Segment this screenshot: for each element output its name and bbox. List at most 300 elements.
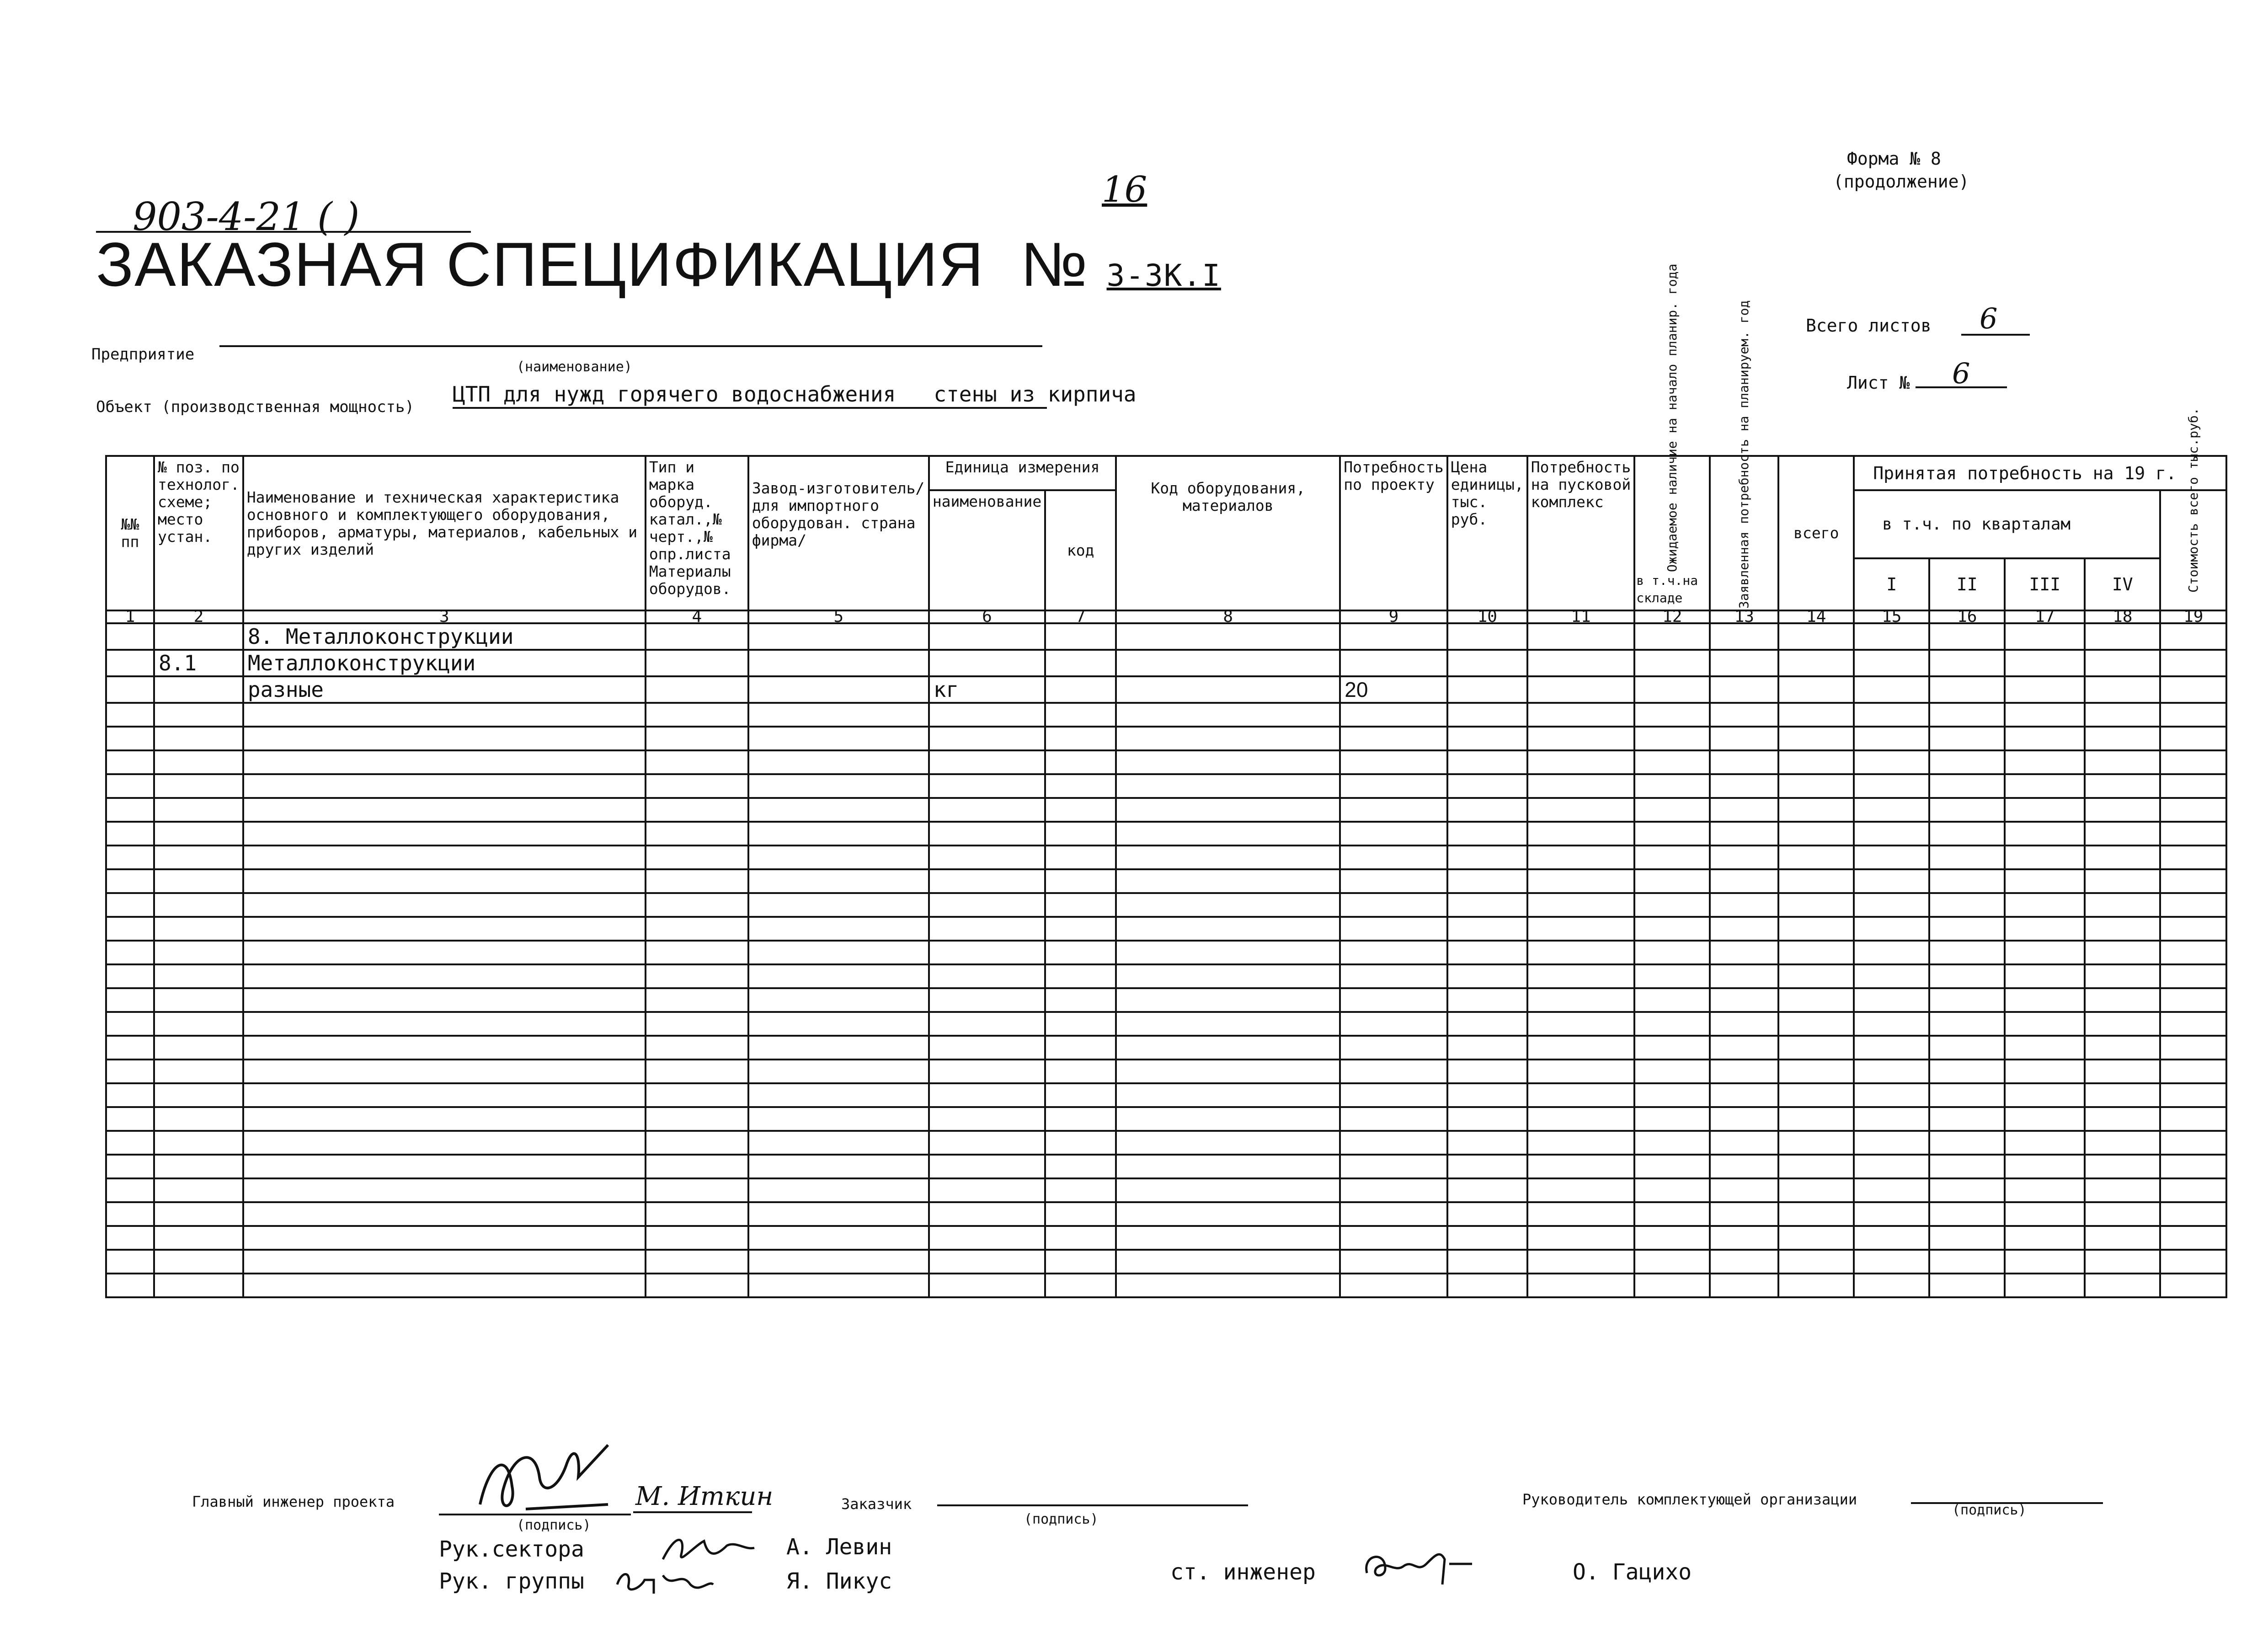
table-cell [106,846,154,869]
table-cell [1778,623,1854,650]
table-cell [106,893,154,917]
table-cell [2160,1060,2226,1083]
table-cell [1710,650,1778,676]
table-cell [1447,964,1527,988]
table-cell [1527,750,1635,774]
hdr-expected-text: Ожидаемое наличие на начало планир. года [1664,263,1680,572]
table-cell [2085,727,2160,750]
table-cell [154,1155,243,1178]
table-cell [1710,964,1778,988]
table-cell [2005,1107,2085,1131]
table-cell [646,917,748,941]
table-cell [243,1036,646,1060]
hdr-unit-code: код [1045,490,1116,610]
table-cell [1710,917,1778,941]
table-cell [1778,846,1854,869]
table-cell [1778,917,1854,941]
table-row [106,623,2226,650]
table-cell [1778,964,1854,988]
table-cell [106,623,154,650]
table-row [106,846,2226,869]
cell-pos [154,623,243,650]
table-cell [1929,727,2005,750]
hdr-accepted: Принятая потребность на 19 г. [1854,456,2226,490]
table-cell [1527,1226,1635,1250]
table-cell [929,941,1045,964]
table-cell [929,1250,1045,1274]
table-cell [1447,650,1527,676]
table-cell [106,941,154,964]
table-cell [2005,917,2085,941]
table-cell [1340,941,1447,964]
table-cell [154,727,243,750]
table-cell [1710,774,1778,798]
table-cell [646,1012,748,1036]
table-cell [2085,676,2160,703]
table-cell [1527,869,1635,893]
table-cell [1340,893,1447,917]
table-cell [1710,988,1778,1012]
table-cell [1778,1083,1854,1107]
table-cell [1778,988,1854,1012]
table-cell [1854,1012,1929,1036]
table-cell [1340,1274,1447,1297]
cell-name: Металлоконструкции [243,650,646,676]
table-cell [1116,1202,1340,1226]
table-cell [1710,1274,1778,1297]
table-cell [1340,1250,1447,1274]
number-sign: № [1020,230,1089,299]
table-cell [1045,917,1116,941]
table-cell [748,964,929,988]
table-cell [2005,1155,2085,1178]
table-cell [1045,1274,1116,1297]
table-cell [1340,798,1447,822]
table-cell [929,798,1045,822]
table-cell [106,1131,154,1155]
table-cell [1778,798,1854,822]
table-cell [1929,869,2005,893]
table-cell [2160,1155,2226,1178]
hdr-need: Потребность по проекту [1340,456,1447,610]
table-cell [1778,1060,1854,1083]
table-cell [1710,623,1778,650]
table-cell [1116,869,1340,893]
table-cell [2160,1083,2226,1107]
table-cell [243,1107,646,1131]
table-cell [929,917,1045,941]
table-cell [1116,727,1340,750]
table-cell [646,869,748,893]
table-cell [1340,1060,1447,1083]
table-cell [1929,798,2005,822]
table-cell [646,822,748,846]
table-cell [1929,703,2005,727]
table-cell [1447,988,1527,1012]
table-cell [646,1155,748,1178]
table-cell [106,1226,154,1250]
column-number: 4 [646,610,748,623]
table-cell [646,1107,748,1131]
hdr-cost-text: Стоимость всего тыс.руб. [2185,407,2201,593]
table-cell [1116,1060,1340,1083]
table-cell [2160,917,2226,941]
table-cell [929,893,1045,917]
table-cell [243,941,646,964]
table-cell [646,1274,748,1297]
table-cell [2005,1250,2085,1274]
table-cell [2160,846,2226,869]
table-cell [1116,774,1340,798]
table-cell [1045,1250,1116,1274]
table-cell [2005,1178,2085,1202]
table-cell [1710,750,1778,774]
table-cell [1929,1250,2005,1274]
table-cell [1116,650,1340,676]
group-head-signature [613,1562,718,1598]
table-cell [1045,1012,1116,1036]
column-number: 1 [106,610,154,623]
column-number: 10 [1447,610,1527,623]
table-cell [2085,1060,2160,1083]
table-cell [1854,846,1929,869]
table-cell [2160,650,2226,676]
table-cell [1527,1060,1635,1083]
table-cell [748,703,929,727]
table-row [106,988,2226,1012]
table-cell [1340,1226,1447,1250]
table-cell [748,650,929,676]
table-cell [1929,1274,2005,1297]
table-cell [1045,941,1116,964]
table-cell [1929,1083,2005,1107]
table-cell [2160,1250,2226,1274]
table-cell [2160,1012,2226,1036]
table-cell [106,798,154,822]
table-cell [1447,869,1527,893]
table-cell [1710,1131,1778,1155]
table-cell [1710,1202,1778,1226]
hdr-expected [1634,263,1710,610]
senior-engineer-label: ст. инженер [1170,1559,1316,1585]
hdr-declared [1710,300,1778,610]
table-row [106,650,2226,676]
column-number: 3 [243,610,646,623]
table-cell [1778,1250,1854,1274]
table-cell [1929,623,2005,650]
page-title [96,229,1221,300]
table-row [106,822,2226,846]
table-cell [748,1226,929,1250]
table-cell [748,676,929,703]
hdr-nn: №№ пп [106,456,154,610]
table-cell [1116,917,1340,941]
table-cell [2160,774,2226,798]
table-cell [1778,1202,1854,1226]
table-cell [1929,1202,2005,1226]
hdr-stock: в т.ч.на складе [1636,573,1698,605]
cell-qty [1340,623,1447,650]
column-number: 5 [748,610,929,623]
table-cell [2160,1226,2226,1250]
table-cell [646,1036,748,1060]
table-cell [154,774,243,798]
table-cell [2085,1083,2160,1107]
table-cell [2085,1131,2160,1155]
chief-engineer-label: Главный инженер проекта [192,1493,395,1510]
table-cell [1710,1060,1778,1083]
table-cell [1045,1060,1116,1083]
table-cell [929,1083,1045,1107]
column-number: 13 [1710,610,1778,623]
table-cell [1854,1131,1929,1155]
table-cell [1116,988,1340,1012]
hdr-quarters: в т.ч. по кварталам [1854,490,2160,558]
table-cell [1929,988,2005,1012]
table-cell [154,822,243,846]
table-cell [1045,676,1116,703]
table-cell [929,869,1045,893]
table-cell [1340,1131,1447,1155]
table-cell [1340,917,1447,941]
table-cell [106,1155,154,1178]
table-cell [1929,750,2005,774]
table-cell [1447,798,1527,822]
table-cell [748,1178,929,1202]
spec-number: 3-ЗК.I [1106,258,1221,293]
table-cell [1447,1131,1527,1155]
table-cell [1854,1226,1929,1250]
table-cell [1710,727,1778,750]
table-cell [1710,1012,1778,1036]
table-cell [1778,650,1854,676]
table-cell [1340,846,1447,869]
table-cell [1045,1226,1116,1250]
table-cell [748,1036,929,1060]
table-cell [1929,1012,2005,1036]
table-cell [1854,676,1929,703]
table-row [106,1036,2226,1060]
table-cell [1634,1083,1710,1107]
table-cell [1527,798,1635,822]
table-cell [106,1202,154,1226]
hdr-type: Тип и марка оборуд. катал.,№ черт.,№ опр.листа Материалы оборудов. [646,456,748,610]
table-cell [748,1202,929,1226]
table-cell [1527,846,1635,869]
table-cell [1116,703,1340,727]
customer-label: Заказчик [841,1495,912,1513]
table-cell [2160,964,2226,988]
table-cell [1778,676,1854,703]
table-cell [1447,1036,1527,1060]
table-cell [1929,964,2005,988]
senior-engineer-name: О. Гацихо [1573,1559,1692,1585]
table-cell [1340,1155,1447,1178]
table-cell [243,1131,646,1155]
table-cell [1527,988,1635,1012]
table-cell [2005,964,2085,988]
table-cell [2085,893,2160,917]
table-cell [2005,1036,2085,1060]
table-cell [646,1060,748,1083]
senior-engineer-signature [1358,1541,1477,1591]
table-cell [1854,988,1929,1012]
table-cell [1778,1226,1854,1250]
table-cell [1854,869,1929,893]
table-cell [1340,1036,1447,1060]
table-row [106,676,2226,703]
table-cell [1045,774,1116,798]
table-cell [1634,750,1710,774]
table-cell [748,869,929,893]
table-cell [106,869,154,893]
table-cell [154,1083,243,1107]
table-cell [646,846,748,869]
table-cell [1634,774,1710,798]
table-cell [106,727,154,750]
table-cell [2005,798,2085,822]
table-cell [1778,822,1854,846]
table-cell [2160,798,2226,822]
table-cell [1116,1226,1340,1250]
table-cell [646,703,748,727]
table-row [106,869,2226,893]
customer-sig-hint: (подпись) [1024,1511,1099,1527]
hdr-pos: № поз. по технолог. схеме; место устан. [154,456,243,610]
table-cell [243,1012,646,1036]
table-cell [106,650,154,676]
table-cell [106,1060,154,1083]
table-cell [2160,893,2226,917]
table-cell [1527,774,1635,798]
table-cell [154,1178,243,1202]
table-cell [106,1012,154,1036]
table-cell [2160,623,2226,650]
table-cell [154,1060,243,1083]
table-cell [1854,917,1929,941]
table-cell [2085,1202,2160,1226]
table-cell [1854,1202,1929,1226]
sector-head-label: Рук.сектора [439,1536,584,1562]
table-cell [106,1274,154,1297]
table-cell [929,846,1045,869]
table-cell [1045,1178,1116,1202]
table-cell [1710,676,1778,703]
table-cell [1634,727,1710,750]
table-cell [154,1274,243,1297]
group-head-name: Я. Пикус [786,1568,892,1594]
table-cell [1045,846,1116,869]
table-cell [1447,1012,1527,1036]
table-cell [2085,650,2160,676]
table-cell [646,964,748,988]
table-cell [2085,941,2160,964]
table-cell [106,703,154,727]
table-cell [1340,750,1447,774]
table-cell [929,1274,1045,1297]
table-cell [1447,1226,1527,1250]
column-numbers-row [106,610,2226,623]
table-cell [929,703,1045,727]
table-cell [1527,941,1635,964]
table-cell [929,964,1045,988]
table-cell [1116,1012,1340,1036]
table-row [106,703,2226,727]
table-cell [1634,1131,1710,1155]
table-cell [1340,964,1447,988]
table-cell [929,1012,1045,1036]
table-cell [1116,893,1340,917]
table-cell [1710,1107,1778,1131]
table-cell [1710,941,1778,964]
table-cell [1527,964,1635,988]
table-cell [1634,1274,1710,1297]
table-cell [154,798,243,822]
object-label: Объект (производственная мощность) [96,398,414,416]
table-cell [1778,1036,1854,1060]
table-cell [1340,1083,1447,1107]
table-cell [1854,941,1929,964]
table-cell [2160,750,2226,774]
table-cell [1710,1083,1778,1107]
table-cell [1116,1274,1340,1297]
table-row [106,1202,2226,1226]
table-cell [154,1226,243,1250]
table-cell [243,1226,646,1250]
chief-engineer-line [439,1514,631,1515]
table-cell [748,1107,929,1131]
table-cell [1929,1226,2005,1250]
table-cell [1447,750,1527,774]
table-cell [646,1131,748,1155]
table-cell [1527,822,1635,846]
table-cell [106,1250,154,1274]
table-cell [1340,1012,1447,1036]
table-cell [1527,1012,1635,1036]
table-row [106,1178,2226,1202]
table-cell [1527,1202,1635,1226]
hdr-launch: Потребность на пусковой комплекс [1527,456,1635,610]
table-cell [106,676,154,703]
chief-engineer-sig-hint: (подпись) [517,1517,591,1533]
table-cell [243,1202,646,1226]
table-cell [243,869,646,893]
table-cell [1527,1083,1635,1107]
table-cell [243,750,646,774]
table-cell [1045,750,1116,774]
table-cell [1854,964,1929,988]
table-cell [1447,822,1527,846]
table-cell [1527,650,1635,676]
table-row [106,1131,2226,1155]
table-row [106,727,2226,750]
table-cell [1447,1060,1527,1083]
cell-unit: кг [929,676,1045,703]
table-cell [106,1083,154,1107]
table-cell [2085,846,2160,869]
column-number: 12 [1634,610,1710,623]
table-cell [106,917,154,941]
table-cell [1710,703,1778,727]
table-cell [1447,846,1527,869]
table-cell [154,964,243,988]
hdr-maker: Завод-изготовитель/для импортного оборудован. страна фирма/ [748,456,929,610]
table-cell [2160,869,2226,893]
table-cell [1710,1226,1778,1250]
table-cell [1045,964,1116,988]
table-cell [2005,750,2085,774]
table-cell [1778,727,1854,750]
